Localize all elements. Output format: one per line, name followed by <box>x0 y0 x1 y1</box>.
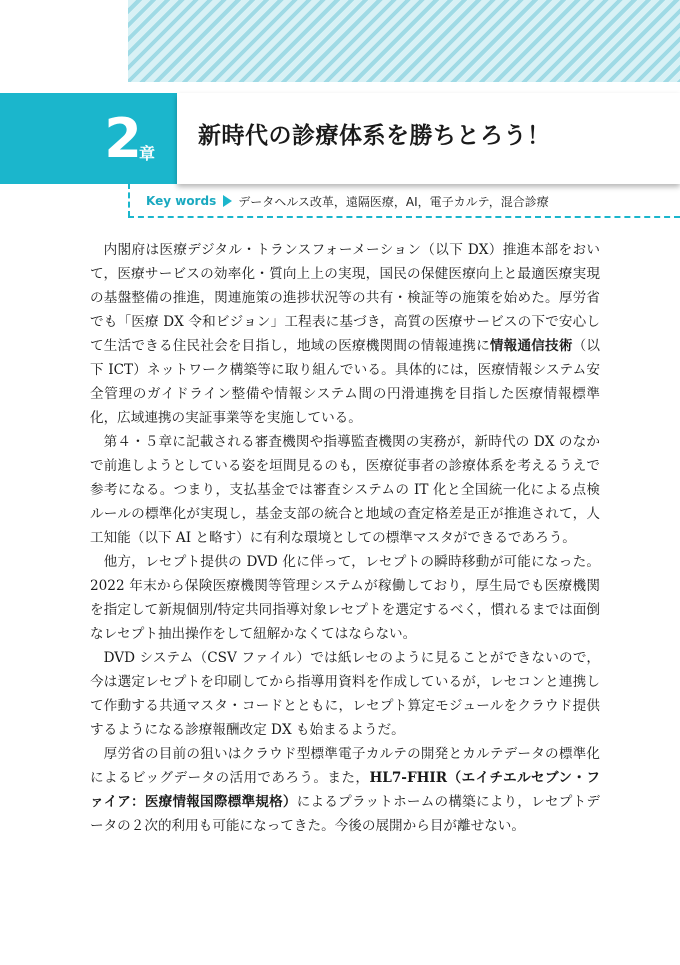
chapter-title: 新時代の診療体系を勝ちとろう！ <box>198 123 551 149</box>
paragraph-3: 他方，レセプト提供の DVD 化に伴って，レセプトの瞬時移動が可能になった。2022 年末から保険医療機関等管理システムが稼働しており，厚生局でも医療機関を指定して新規個別/特定共同指導対象レセプトを選定するべく，慣れるまでは面倒なレセプト抽出操作をして紐解かなくてはならない。 <box>90 554 600 642</box>
keywords-label: Key words <box>146 194 217 208</box>
keywords-left-rule <box>128 183 130 217</box>
chapter-badge <box>0 93 177 184</box>
header-stripe-band <box>128 0 680 82</box>
paragraph-1-text-a: 内閣府は医療デジタル・トランスフォーメーション（以下 DX）推進本部をおいて，医療サービスの効率化・質向上上の実現，国民の保健医療向上と最適医療実現の基盤整備の推進，関連施策の進捗状況等の共有・検証等の施策を始めた。厚労省でも「医療 DX 令和ビジョン」工程表に基づき，高質の医療サービスの下で安心して生活できる住民社会を目指し，地域の医療機関間の情報連携に <box>90 242 600 354</box>
paragraph-4: DVD システム（CSV ファイル）では紙レセのように見ることができないので，今は選定レセプトを印刷してから指導用資料を作成しているが，レセコンと連携して作動する共通マスタ・コードとともに，レセプト算定モジュールをクラウド提供するようになる診療報酬改定 DX も始まるようだ。 <box>90 650 600 738</box>
keywords-line <box>146 191 549 211</box>
paragraph-1-bold-term: 情報通信技術 <box>489 338 573 354</box>
body-text <box>90 238 600 838</box>
paragraph-5-text-a: 厚労省の目前の狙いはクラウド型標準電子カルテの開発とカルテデータの標準化によるビッグデータの活用であろう。また， <box>90 746 600 786</box>
paragraph-5-text-b: によるプラットホームの構築により，レセプトデータの２次的利用も可能になってきた。今後の展開から目が離せない。 <box>90 794 601 834</box>
keywords-bottom-rule <box>128 216 680 218</box>
paragraph-1 <box>90 238 600 430</box>
keywords-items: データヘルス改革，遠隔医療，AI，電子カルテ，混合診療 <box>238 194 549 209</box>
paragraph-5-bold-term: HL7-FHIR（エイチエルセブン・ファイア：医療情報国際標準規格） <box>90 770 600 810</box>
paragraph-2: 第４・５章に記載される審査機関や指導監査機関の実務が，新時代の DX のなかで前進しようとしている姿を垣間見るのも，医療従事者の診療体系を考えるうえで参考になる。つまり，支払基金では審査システムの IT 化と全国統一化による点検ルールの標準化が実現し，基金支部の統合と地域の査定格差是正が推進されて，人工知能（以下 AI と略す）に有利な環境としての標準マスタができるであろう。 <box>90 434 600 546</box>
chapter-number: 2 <box>104 107 142 170</box>
chapter-unit-label: 章 <box>139 144 156 163</box>
paragraph-1-text-b: （以下 ICT）ネットワーク構築等に取り組んでいる。具体的には，医療情報システム安全管理のガイドライン整備や情報システム間の円滑連携を目指した医療情報標準化，広域連携の実証事業等を実施している。 <box>90 338 601 426</box>
triangle-right-icon <box>223 195 232 207</box>
paragraph-5 <box>90 742 600 838</box>
